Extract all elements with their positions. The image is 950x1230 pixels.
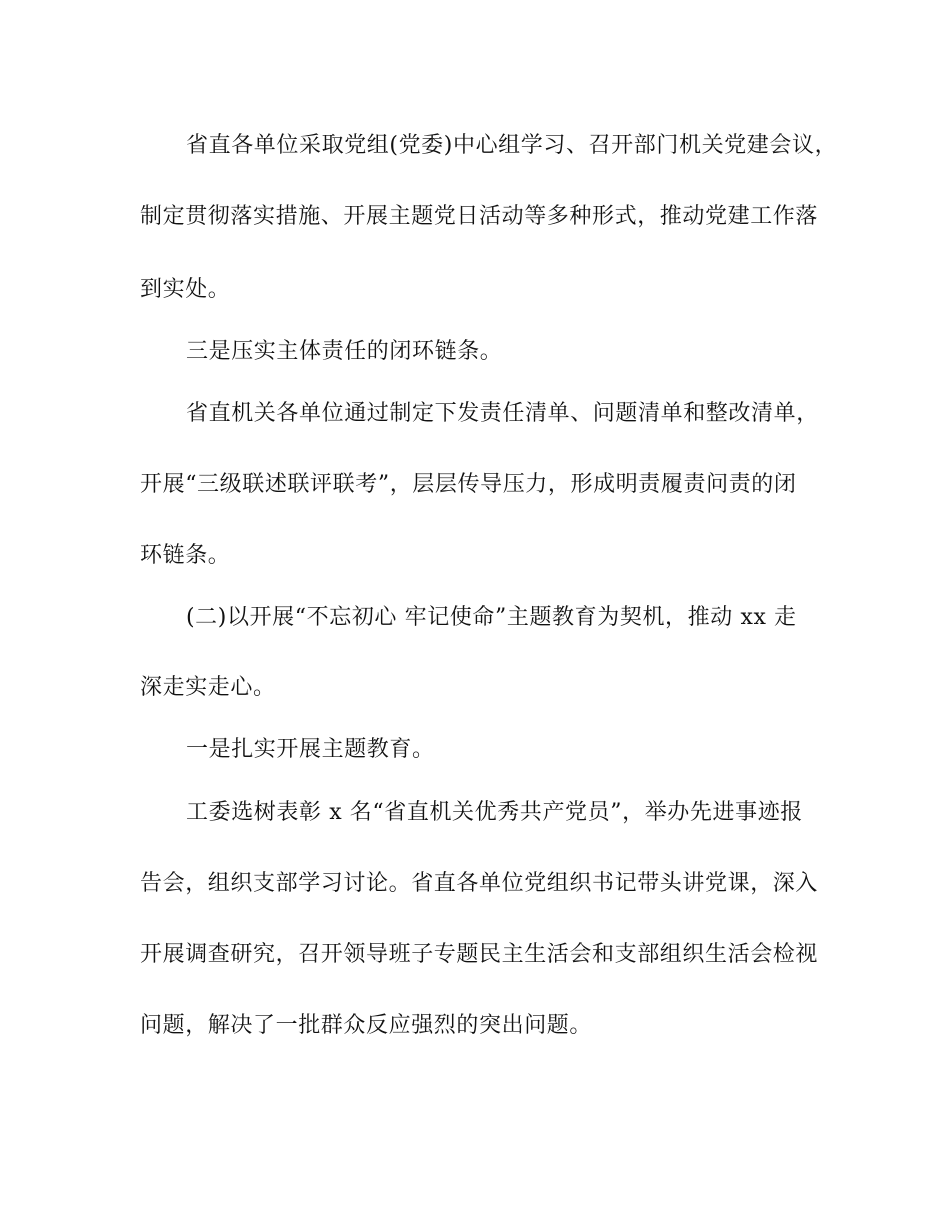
paragraph-line: 环链条。 <box>140 543 231 568</box>
paragraph-line: 到实处。 <box>140 277 231 302</box>
paragraph-line: 开展“三级联述联评联考”，层层传导压力，形成明责履责问责的闭 <box>140 472 797 497</box>
section-heading: 一是扎实开展主题教育。 <box>186 737 435 762</box>
paragraph-line: 开展调查研究，召开领导班子专题民主生活会和支部组织生活会检视 <box>140 942 819 967</box>
paragraph-line: 问题，解决了一批群众反应强烈的突出问题。 <box>140 1013 593 1038</box>
section-heading: 三是压实主体责任的闭环链条。 <box>186 339 503 364</box>
paragraph-line: 制定贯彻落实措施、开展主题党日活动等多种形式，推动党建工作落 <box>140 204 819 229</box>
section-heading: (二)以开展“不忘初心 牢记使命”主题教育为契机，推动 xx 走 <box>186 605 797 630</box>
paragraph-line: 省直各单位采取党组(党委)中心组学习、召开部门机关党建会议， <box>186 133 838 158</box>
paragraph-line: 省直机关各单位通过制定下发责任清单、问题清单和整改清单， <box>186 401 819 426</box>
paragraph-line: 告会，组织支部学习讨论。省直各单位党组织书记带头讲党课，深入 <box>140 871 819 896</box>
section-heading-continued: 深走实走心。 <box>140 675 276 700</box>
paragraph-line: 工委选树表彰 x 名“省直机关优秀共产党员”，举办先进事迹报 <box>186 800 803 825</box>
